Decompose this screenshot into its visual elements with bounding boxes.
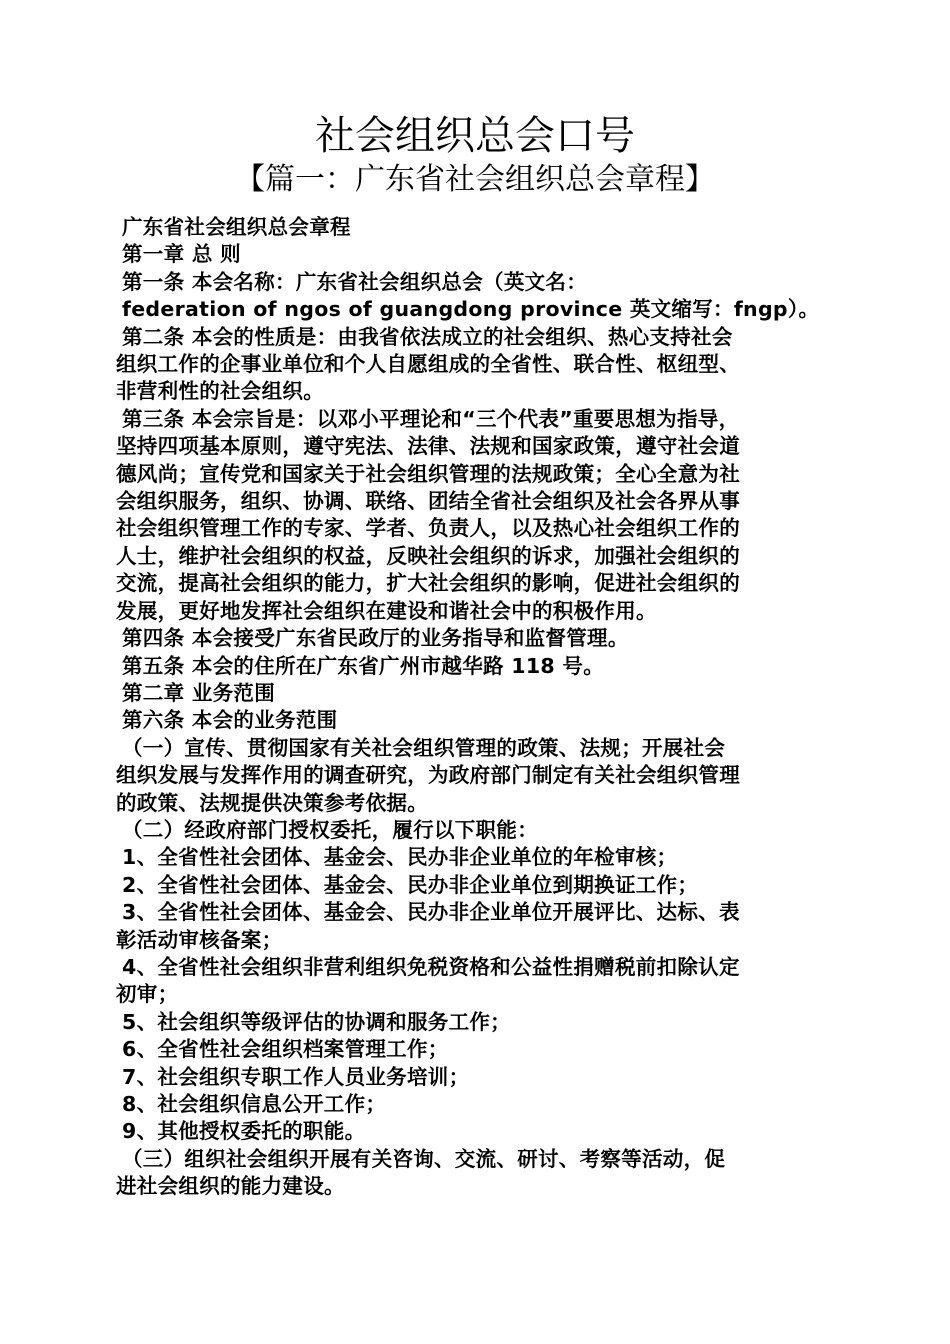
article-line: 发展，更好地发挥社会组织在建设和谐社会中的积极作用。 [116, 598, 657, 623]
article-line: 会组织服务，组织、协调、联络、团结全省社会组织及社会各界从事 [116, 489, 740, 514]
clause-line: （一）宣传、贯彻国家有关社会组织管理的政策、法规；开展社会 [122, 735, 726, 760]
list-item: 1、全省性社会团体、基金会、民办非企业单位的年检审核； [122, 845, 678, 870]
clause-line: （三）组织社会组织开展有关咨询、交流、研讨、考察等活动，促 [122, 1146, 726, 1171]
list-item: 彰活动审核备案； [116, 927, 283, 952]
clause-line: 的政策、法规提供决策参考依据。 [116, 790, 428, 815]
clause-line: 进社会组织的能力建设。 [116, 1174, 345, 1199]
list-item: 8、社会组织信息公开工作； [122, 1092, 387, 1116]
list-item: 7、社会组织专职工作人员业务培训； [122, 1064, 470, 1089]
article-line: 交流，提高社会组织的能力，扩大社会组织的影响，促进社会组织的 [116, 571, 740, 596]
clause-line: （二）经政府部门授权委托，履行以下职能： [122, 817, 538, 842]
article-line: 第四条 本会接受广东省民政厅的业务指导和监督管理。 [122, 626, 629, 651]
list-item: 2、全省性社会团体、基金会、民办非企业单位到期换证工作； [122, 872, 699, 897]
page-subtitle: 【篇一：广东省社会组织总会章程】 [235, 162, 715, 197]
chapter-heading: 第一章 总 则 [122, 242, 241, 267]
list-item: 6、全省性社会组织档案管理工作； [122, 1037, 449, 1062]
article-line: 第一条 本会名称：广东省社会组织总会（英文名： [122, 269, 588, 294]
list-item: 初审； [116, 982, 179, 1007]
list-item: 3、全省性社会团体、基金会、民办非企业单位开展评比、达标、表 [122, 900, 740, 925]
article-line: 第六条 本会的业务范围 [122, 708, 338, 733]
article-line: 非营利性的社会组织。 [116, 379, 324, 404]
clause-line: 组织发展与发挥作用的调查研究，为政府部门制定有关社会组织管理 [116, 763, 740, 788]
article-line: 第五条 本会的住所在广东省广州市越华路 118 号。 [122, 653, 605, 678]
article-line: 第二条 本会的性质是：由我省依法成立的社会组织、热心支持社会 [122, 324, 733, 349]
list-item: 5、社会组织等级评估的协调和服务工作； [122, 1009, 511, 1034]
document-body [116, 214, 834, 1201]
page-title: 社会组织总会口号 [315, 113, 635, 159]
article-line: 德风尚；宣传党和国家关于社会组织管理的法规政策；全心全意为社 [116, 461, 740, 486]
article-line: 社会组织管理工作的专家、学者、负责人，以及热心社会组织工作的 [116, 516, 740, 541]
article-line: 人士，维护社会组织的权益，反映社会组织的诉求，加强社会组织的 [116, 543, 740, 568]
charter-heading: 广东省社会组织总会章程 [122, 215, 351, 239]
list-item: 9、其他授权委托的职能。 [122, 1119, 366, 1144]
chapter-heading: 第二章 业务范围 [122, 680, 276, 705]
list-item: 4、全省性社会组织非营利组织免税资格和公益性捐赠税前扣除认定 [122, 954, 740, 979]
article-line: 第三条 本会宗旨是：以邓小平理论和“三个代表”重要思想为指导， [122, 406, 740, 431]
article-line: 组织工作的企事业单位和个人自愿组成的全省性、联合性、枢纽型、 [116, 352, 740, 377]
article-line: federation of ngos of guangdong province 英文缩写：fngp）。 [122, 297, 820, 322]
article-line: 坚持四项基本原则，遵守宪法、法律、法规和国家政策，遵守社会道 [116, 434, 740, 459]
